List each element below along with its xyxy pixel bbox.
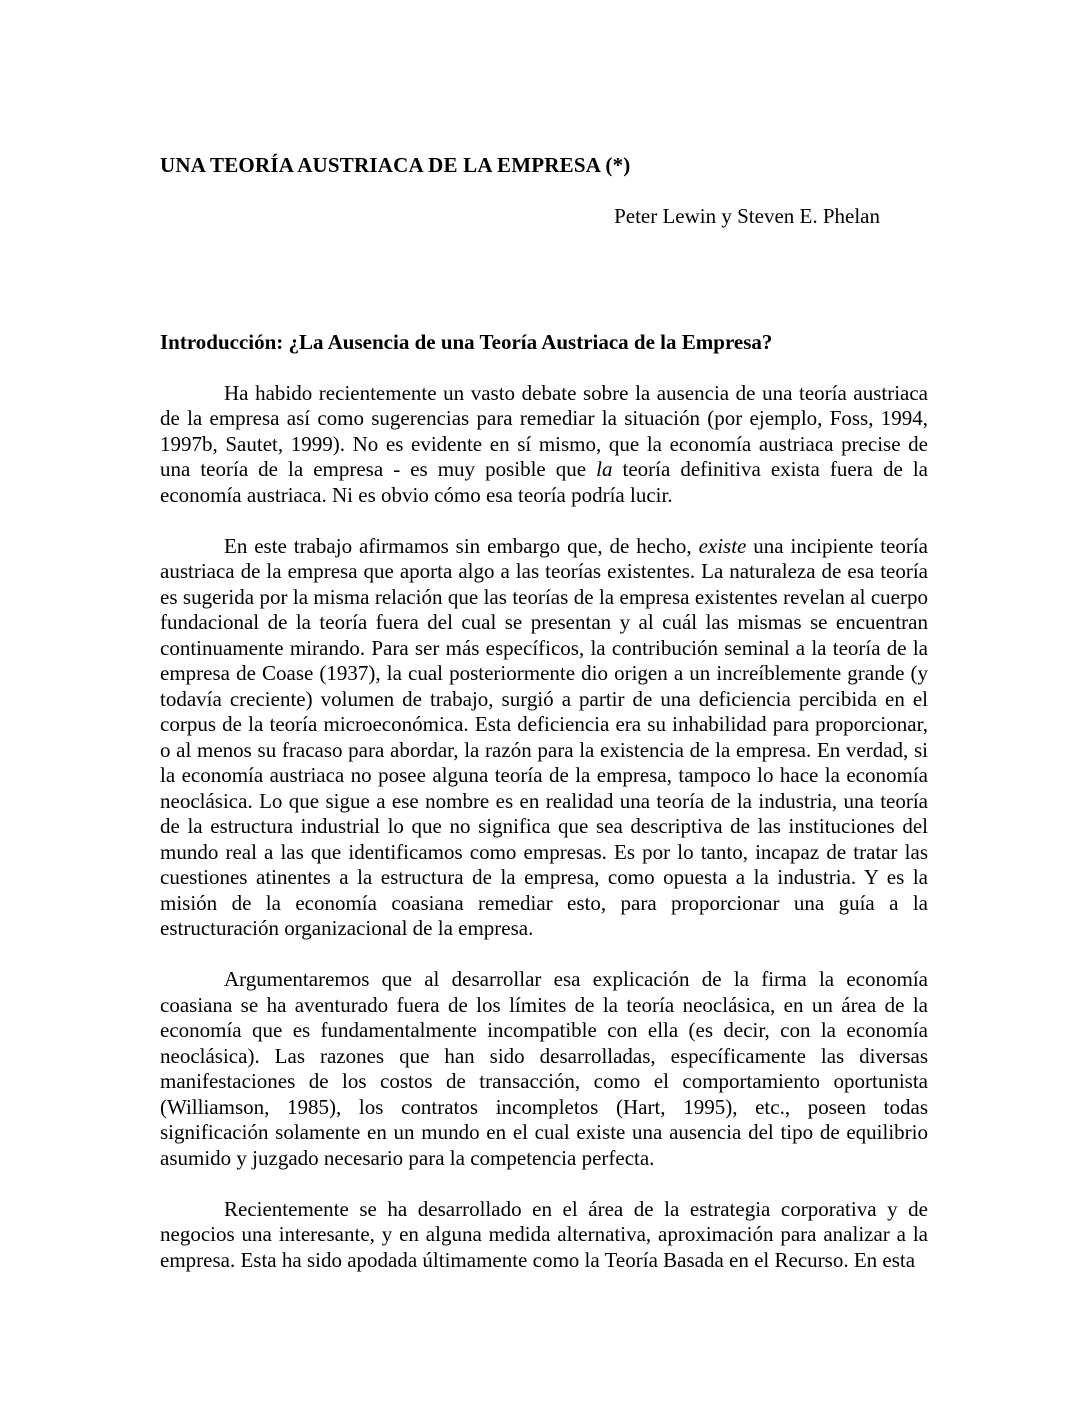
italic-run: la [596,457,613,481]
text-run: Recientemente se ha desarrollado en el área de la estrategia corporativa y de negocios una interesante, y en alguna medida alternativa, aproximación para analizar a la empresa. Esta ha sido apodada últimamente como la Teoría Basada en el Recurso. En esta [160,1196,928,1272]
paragraph [160,1197,928,1274]
text-run: Argumentaremos que al desarrollar esa explicación de la firma la economía coasiana se ha aventurado fuera de los límites de la teoría neoclásica, en un área de la economía que es fundamentalmente incompatible con ella (es decir, con la economía neoclásica). Las razones que han sido desarrolladas, específicamente las diversas manifestaciones de los costos de transacción, como el comportamiento oportunista (Williamson, 1985), los contratos incompletos (Hart, 1995), etc., poseen todas significación solamente en un mundo en el cual existe una ausencia del tipo de equilibrio asumido y juzgado necesario para la competencia perfecta. [160,967,928,1170]
section-heading: Introducción: ¿La Ausencia de una Teoría Austriaca de la Empresa? [160,329,773,354]
paragraph [160,534,928,942]
text-run: Ha habido recientemente un vasto debate sobre la ausencia de una teoría austriaca de la empresa así como sugerencias para remediar la situación (por ejemplo, Foss, 1994, 1997b, Sautet, 1999). No es evidente en sí mismo, que la economía austriaca precise de una teoría de la empresa - es muy posible que [160,380,928,481]
document-title: UNA TEORÍA AUSTRIACA DE LA EMPRESA (*) [160,153,631,177]
byline: Peter Lewin y Steven E. Phelan [614,204,880,228]
text-run: En este trabajo afirmamos sin embargo que, de hecho, [224,533,699,558]
text-run: una incipiente teoría austriaca de la empresa que aporta algo a las teorías existentes. La naturaleza de esa teoría es sugerida por la misma relación que las teorías de la empresa existentes revelan al cuerpo fundacional de la teoría fuera del cual se presentan y al cuál las mismas se encuentran continuamente mirando. Para ser más específicos, la contribución seminal a la teoría de la empresa de Coase (1937), la cual posteriormente dio origen a un increíblemente grande (y todavía creciente) volumen de trabajo, surgió a partir de una deficiencia percibida en el corpus de la teoría microeconómica. Esta deficiencia era su inhabilidad para proporcionar, o al menos su fracaso para abordar, la razón para la existencia de la empresa. En verdad, si la economía austriaca no posee alguna teoría de la empresa, tampoco lo hace la economía neoclásica. Lo que sigue a ese nombre es en realidad una teoría de la industria, una teoría de la estructura industrial lo que no significa que sea descriptiva de las instituciones del mundo real a las que identificamos como empresas. Es por lo tanto, incapaz de tratar las cuestiones atinentes a la estructura de la empresa, como opuesta a la industria. Y es la misión de la economía coasiana remediar esto, para proporcionar una guía a la estructuración organizacional de la empresa. [160,533,928,940]
document-body [160,381,928,1274]
italic-run: existe [698,533,747,558]
text-run: teoría definitiva exista fuera de la economía austriaca. Ni es obvio cómo esa teoría podría lucir. [160,457,928,507]
paragraph [160,381,928,509]
paragraph [160,967,928,1171]
